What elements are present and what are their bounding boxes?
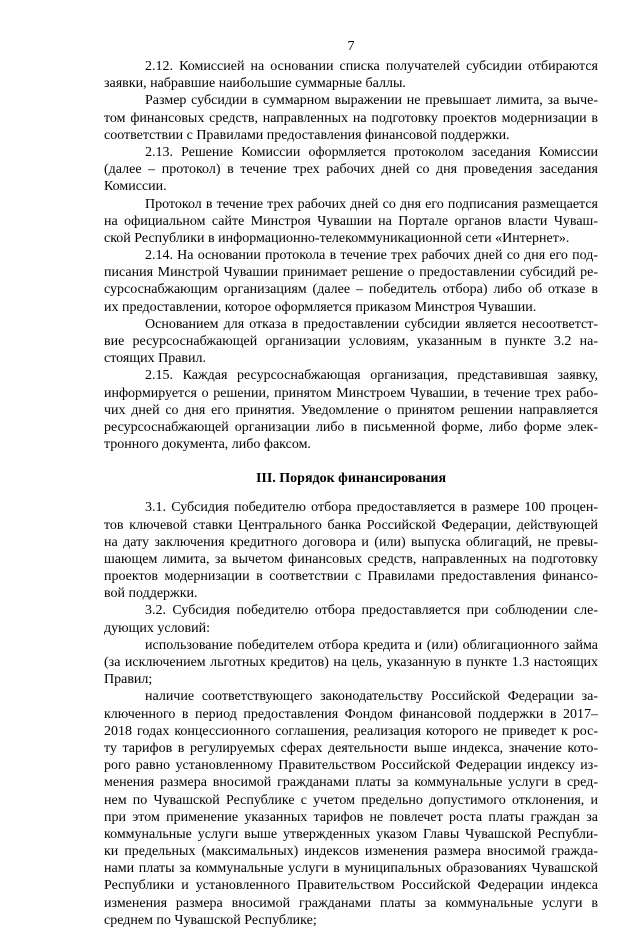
text-line: использование победителем отбора кредита и (или) облигационного займа bbox=[145, 637, 598, 653]
text-line: 3.1. Субсидия победителю отбора предоставляется в размере 100 процен- bbox=[145, 500, 598, 516]
text-line: стоящих Правил. bbox=[104, 351, 207, 367]
text-line: нем по Чувашской Республике с учетом предельно допустимого отклонения, и bbox=[104, 792, 598, 808]
text-line: Комиссии. bbox=[104, 179, 167, 195]
text-line: 2.14. На основании протокола в течение трех рабочих дней со дня его под- bbox=[145, 248, 598, 264]
text-line: рого равно установленному Правительством Российской Федерации индексу из- bbox=[104, 758, 598, 774]
text-line: (за исключением льготных кредитов) на цель, указанную в пункте 1.3 настоящих bbox=[104, 655, 598, 670]
text-line: 2018 годах концессионного соглашения, реализация которого не приведет к рос- bbox=[104, 723, 598, 739]
text-line: 2.13. Решение Комиссии оформляется протоколом заседания Комиссии bbox=[145, 144, 598, 160]
text-line: коммунальные услуги выше утвержденных указом Главы Чувашской Республи- bbox=[104, 826, 598, 842]
text-line: 2.15. Каждая ресурсоснабжающая организация, представившая заявку, bbox=[145, 368, 598, 384]
text-line: наличие соответствующего законодательству Российской Федерации за- bbox=[145, 689, 598, 705]
text-line: Республики и установленного Правительством Российской Федерации индекса bbox=[104, 878, 598, 894]
text-line: нами платы за коммунальные услуги в муниципальных образованиях Чувашской bbox=[104, 861, 598, 877]
text-line: проектов модернизации в соответствии с Правилами предоставления финансо- bbox=[104, 569, 598, 585]
text-line: 3.2. Субсидия победителю отбора предоставляется при соблюдении сле- bbox=[145, 603, 598, 619]
text-line: их предоставлении, которое оформляется приказом Минстроя Чувашии. bbox=[104, 299, 537, 315]
text-line: вие ресурсоснабжающей организации условиям, указанным в пункте 3.2 на- bbox=[104, 334, 598, 349]
text-line: тов ключевой ставки Центрального банка Российской Федерации, действующей bbox=[104, 517, 598, 533]
section-spacer bbox=[104, 453, 598, 470]
text-line: информируется о решении, принятом Минстроем Чувашии, в течение трех рабо- bbox=[104, 385, 598, 401]
text-line: на официальном сайте Минстроя Чувашии на Портале органов власти Чуваш- bbox=[104, 213, 598, 229]
text-line: дующих условий: bbox=[104, 620, 211, 636]
text-line: 2.12. Комиссией на основании списка получателей субсидии отбираются bbox=[145, 59, 598, 74]
text-line: ской Республики в информационно-телекоммуникационной сети «Интернет». bbox=[104, 230, 570, 246]
text-line: ресурсоснабжающей организации либо в письменной форме, либо форме элек- bbox=[104, 419, 598, 435]
text-line: вой поддержки. bbox=[104, 586, 198, 602]
text-line: том финансовых средств, направленных на подготовку проектов модернизации в bbox=[104, 110, 598, 126]
section-3-heading: III. Порядок финансирования bbox=[255, 471, 447, 487]
text-line: изменения размера вносимой гражданами платы за коммунальные услуги в bbox=[104, 895, 598, 911]
text-line: Основанием для отказа в предоставлении субсидии является несоответст- bbox=[145, 316, 598, 332]
text-line: среднем по Чувашской Республике; bbox=[104, 912, 317, 928]
section-3-paragraphs bbox=[104, 499, 598, 929]
document-page bbox=[104, 38, 598, 929]
heading-spacer bbox=[104, 487, 598, 499]
text-line: ту тарифов в регулируемых сферах деятельности выше индекса, значение кото- bbox=[104, 740, 598, 756]
text-line: ключенного в период предоставления Фондом финансовой поддержки в 2017– bbox=[104, 706, 598, 722]
text-line: писания Минстрой Чувашии принимает решение о предоставлении субсидий ре- bbox=[104, 265, 598, 281]
text-line: Протокол в течение трех рабочих дней со дня его подписания размещается bbox=[145, 196, 598, 212]
text-line: чих дней со дня его принятия. Уведомление о принятом решении направляется bbox=[104, 402, 598, 418]
text-line: на дату заключения кредитного договора и (или) выпуска облигаций, не превы- bbox=[104, 534, 598, 550]
text-line: Размер субсидии в суммарном выражении не превышает лимита, за выче- bbox=[145, 93, 598, 109]
text-line: менения размера вносимой гражданами платы за коммунальные услуги в сред- bbox=[104, 775, 598, 791]
text-line: ки предельных (максимальных) индексов изменения размера вносимой гражда- bbox=[104, 844, 598, 860]
text-line: соответствии с Правилами предоставления финансовой поддержки. bbox=[104, 127, 510, 143]
text-line: (далее – протокол) в течение трех рабочих дней со дня проведения заседания bbox=[104, 162, 598, 178]
text-line: шающем лимита, за вычетом финансовых средств, направленных на подготовку bbox=[104, 551, 598, 567]
text-line: сурсоснабжающим организациям (далее – победитель отбора) либо об отказе в bbox=[104, 282, 598, 298]
text-line: тронного документа, либо факсом. bbox=[104, 437, 311, 453]
text-line: при этом применение указанных тарифов не повлечет роста платы граждан за bbox=[104, 809, 598, 825]
text-line: Правил; bbox=[104, 672, 153, 688]
page-number: 7 bbox=[347, 39, 355, 54]
section-2-paragraphs bbox=[104, 58, 598, 453]
text-line: заявки, набравшие наибольшие суммарные баллы. bbox=[104, 76, 406, 92]
